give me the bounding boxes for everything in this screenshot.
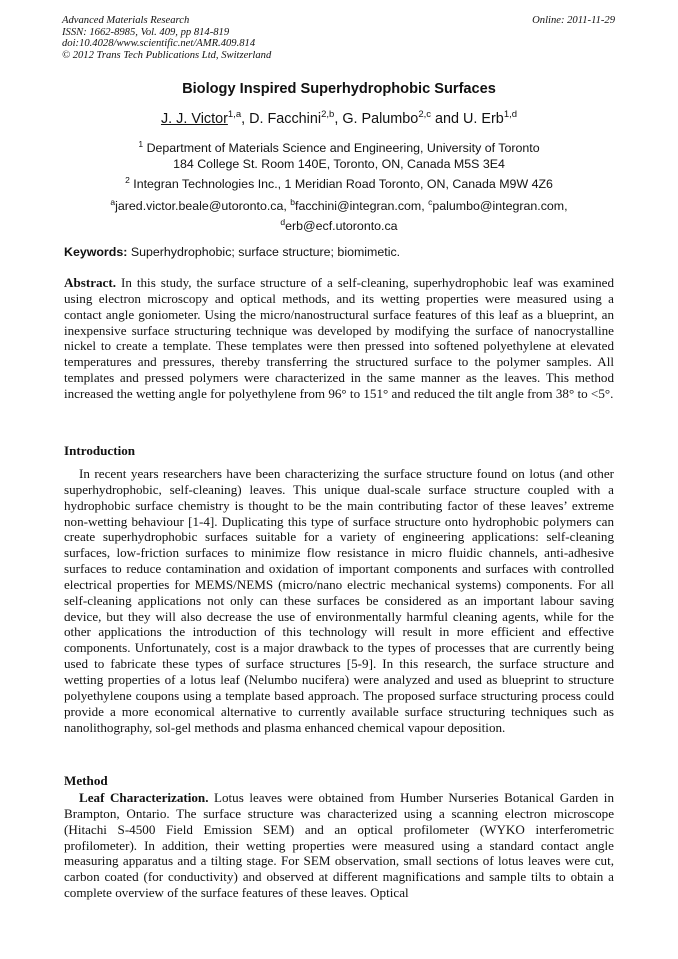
- author-emails: $^a$jared.victor.beale@utoronto.ca, $^b$facchini@integran.com, $^c$palumbo@integran.com, $^d$erb@ecf.utoronto.ca: [110, 197, 568, 233]
- author-list: J. J. Victor$^{1,a}$, D. Facchini$^{2,b}$, G. Palumbo$^{2,c}$ and U. Erb$^{1,d}$: [160, 109, 518, 127]
- affiliation-1: $^1$ Department of Materials Science and Engineering, University of Toronto 184 College St. Room 140E, Toronto, ON, Canada M5S 3E4: [138, 139, 540, 171]
- author: J. J. Victor$^{1,a}$: [160, 109, 242, 127]
- online-date: Online: 2011-11-29: [532, 15, 615, 26]
- leaf-characterization-subheading: Leaf Characterization.: [79, 790, 209, 805]
- paper-title: Biology Inspired Superhydrophobic Surfaces: [182, 81, 496, 97]
- introduction-paragraph: In recent years researchers have been characterizing the surface structure found on lotus (and other superhydrophobic, self-cleaning) leaves. This unique dual-scale surface structure coupled with a hydrophobic surface chemistry is thought to be the main contributing factor of these leaves’ extreme non-wetting behaviour [1-4]. Duplicating this type of surface structure onto hydrophobic polymers can create superhydrophobic surfaces suitable for a variety of engineering applications: self-cleaning surfaces, low-friction surfaces to minimize flow resistance in micro fluidic channels, anti-adhesive surfaces to reduce contamination and oxidation of important components and surfaces with controlled electrical properties for MEMS/NEMS (micro/nano electric mechanical systems) components. For all self-cleaning applications not only can these surfaces be considered as an important labour saving device, but they will also decrease the use of environmentally harmful cleaning agents, while for the other applications the introduction of this technology will result in more efficient and effective components. Unfortunately, cost is a major drawback to the types of processes that are currently being used to fabricate these types of surface structures [5-9]. In this research, the surface structure and wetting properties of a lotus leaf (Nelumbo nucifera) were analyzed and used as blueprint to structure polyethylene coupons using a template based approach. The proposed surface structuring process could provide a more economical alternative to currently available surface structuring techniques such as nanolithography, sol-gel methods and plasma enhanced chemical vapour deposition.: [64, 466, 614, 735]
- email-c: palumbo@integran.com: [432, 199, 565, 214]
- method-heading: Method: [64, 773, 108, 788]
- affiliation-2: $^2$ Integran Technologies Inc., 1 Meridian Road Toronto, ON, Canada M9W 4Z6: [125, 175, 553, 192]
- keywords: Keywords: Superhydrophobic; surface structure; biomimetic.: [64, 245, 401, 259]
- author: D. Facchini$^{2,b}$: [249, 109, 335, 127]
- introduction-heading: Introduction: [64, 443, 136, 458]
- issn-line: ISSN: 1662-8985, Vol. 409, pp 814-819: [62, 26, 230, 38]
- doi-line: doi:10.4028/www.scientific.net/AMR.409.814: [62, 38, 256, 50]
- copyright-line: © 2012 Trans Tech Publications Ltd, Switzerland: [62, 49, 272, 61]
- journal-name: Advanced Materials Research: [62, 15, 190, 26]
- abstract-label: Abstract.: [64, 275, 116, 290]
- abstract: Abstract. In this study, the surface structure of a self-cleaning, superhydrophobic leaf was examined using electron microscopy and optical methods, and its wetting properties were measured using a contact angle goniometer. Using the micro/nanostructural surface features of this leaf as a blueprint, an inexpensive surface structuring technique was developed by modifying the surface of nanocrystalline nickel to create a template. These templates were then pressed into softened polyethylene at elevated temperatures and pressures, thereby transferring the structured surface to the polymer samples. All templates and pressed polymers were characterized in the same manner as the leaves. This method increased the wetting angle for polyethylene from 96° to 151° and reduced the tilt angle from 38° to <5°.: [64, 275, 614, 401]
- email-a: jared.victor.beale@utoronto.ca: [115, 199, 284, 214]
- journal-header: [62, 15, 271, 61]
- email-d: erb@ecf.utoronto.ca: [285, 218, 398, 233]
- email-b: facchini@integran.com: [295, 199, 422, 214]
- method-paragraph: Leaf Characterization. Lotus leaves were obtained from Humber Nurseries Botanical Garden in Brampton, Ontario. The surface structure was characterized using a scanning electron microscope (Hitachi S-4500 Field Emission SEM) and an optical profilometer (WYKO interferometric profilometer). In addition, their wetting properties were measured using a standard contact angle measuring apparatus and a tilting stage. For SEM observation, small sections of lotus leaves were cut, carbon coated (for conductivity) and observed at different magnifications and sample tilts to obtain a complete overview of the surface features of these leaves. Optical: [64, 790, 614, 901]
- author: G. Palumbo$^{2,c}$: [342, 109, 431, 127]
- author: U. Erb$^{1,d}$: [463, 109, 518, 127]
